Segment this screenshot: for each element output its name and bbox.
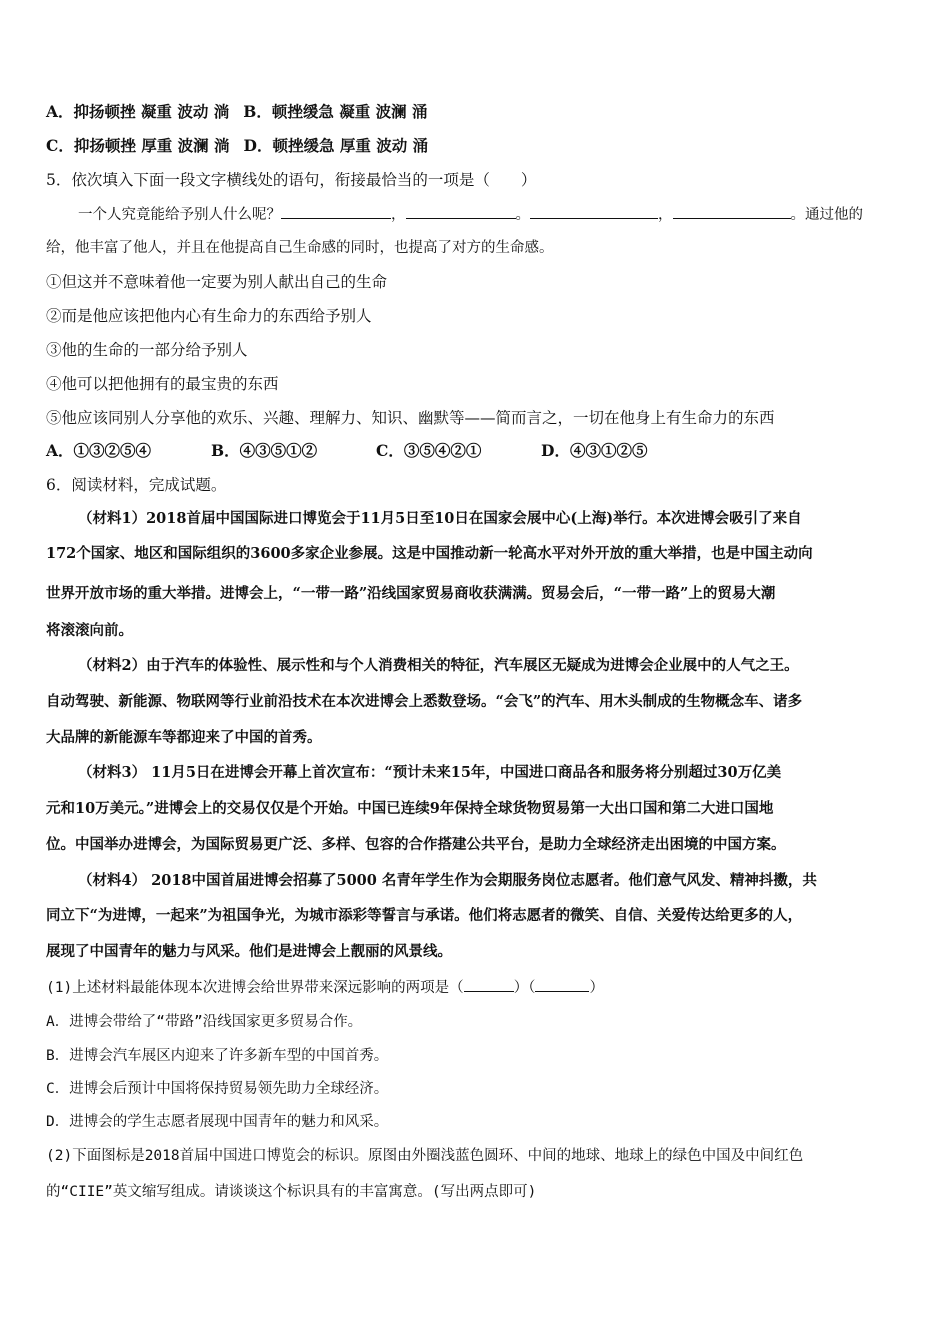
- q4-option-c[interactable]: C．抑扬顿挫 厚重 波澜 淌: [46, 136, 230, 155]
- q4-option-d[interactable]: D．顿挫缓急 厚重 波动 涌: [243, 136, 429, 155]
- q5-item: ⑤他应该同别人分享他的欢乐、兴趣、理解力、知识、幽默等——简而言之，一切在他身上有生命力的东西: [46, 409, 775, 427]
- q5-comma-1: ，: [391, 207, 406, 223]
- q6-material-1-line: 将滚滚向前。: [46, 622, 133, 639]
- q6-material-1-line: （材料1）2018首届中国国际进口博览会于11月5日至10日在国家会展中心(上海)举行。本次进博会吸引了来自: [78, 510, 802, 527]
- q6-material-4-line: 同立下“为进博，一起来”为祖国争光，为城市添彩等誓言与承诺。他们将志愿者的微笑、自信、关爱传达给更多的人，: [46, 907, 803, 924]
- q6-sub1-option-c[interactable]: C．进博会后预计中国将保持贸易领先助力全球经济。: [46, 1081, 389, 1097]
- q6-sub1-stem-start: (1)上述材料最能体现本次进博会给世界带来深远影响的两项是（: [46, 980, 464, 996]
- q6-material-2-line: 自动驾驶、新能源、物联网等行业前沿技术在本次进博会上悉数登场。“会飞”的汽车、用木头制成的生物概念车、诸多: [46, 693, 803, 710]
- q5-passage-line-2: 给，他丰富了他人，并且在他提高自己生命感的同时，也提高了对方的生命感。: [46, 240, 554, 256]
- q6-material-4-line: （材料4） 2018中国首届进博会招募了5000 名青年学生作为会期服务岗位志愿者。他们意气风发、精神抖擞，共: [78, 872, 817, 889]
- q5-item: ①但这并不意味着他一定要为别人献出自己的生命: [46, 273, 388, 291]
- q5-passage-start: 一个人究竟能给予别人什么呢？: [78, 207, 281, 223]
- q5-item: ③他的生命的一部分给予别人: [46, 341, 248, 359]
- q6-sub1-stem-mid: ）（: [513, 980, 536, 996]
- q5-passage-line-1: [78, 204, 912, 225]
- q6-sub1-option-d[interactable]: D．进博会的学生志愿者展现中国青年的魅力和风采。: [46, 1114, 389, 1130]
- q6-sub1-option-a[interactable]: A．进博会带给了“带路”沿线国家更多贸易合作。: [46, 1014, 363, 1030]
- q4-option-a[interactable]: A．抑扬顿挫 凝重 波动 淌: [46, 102, 230, 121]
- q5-options: [46, 441, 912, 461]
- q5-option-b[interactable]: B．④③⑤①②: [211, 441, 318, 460]
- q6-material-4-line: 展现了中国青年的魅力与风采。他们是进博会上靓丽的风景线。: [46, 943, 452, 960]
- q5-option-a[interactable]: A．①③②⑤④: [46, 441, 152, 460]
- q6-material-2-line: （材料2）由于汽车的体验性、展示性和与个人消费相关的特征，汽车展区无疑成为进博会企业展中的人气之王。: [78, 657, 799, 674]
- q5-item: ②而是他应该把他内心有生命力的东西给予别人: [46, 307, 372, 325]
- q5-option-d[interactable]: D．④③①②⑤: [541, 441, 648, 460]
- q5-stem: 5．依次填入下面一段文字横线处的语句，衔接最恰当的一项是（ ）: [46, 171, 537, 189]
- q5-blank-2[interactable]: [406, 204, 516, 219]
- q6-material-3-line: 位。中国举办进博会，为国际贸易更广泛、多样、包容的合作搭建公共平台，是助力全球经济走出困境的中国方案。: [46, 836, 786, 853]
- q6-sub1-blank-2[interactable]: [535, 977, 589, 992]
- q6-material-3-line: 元和10万美元。”进博会上的交易仅仅是个开始。中国已连续9年保持全球货物贸易第一大出口国和第二大进口国地: [46, 800, 774, 817]
- q6-sub2-line: (2)下面图标是2018首届中国进口博览会的标识。原图由外圈浅蓝色圆环、中间的地球、地球上的绿色中国及中间红色: [46, 1148, 804, 1164]
- q6-sub1-option-b[interactable]: B．进博会汽车展区内迎来了许多新车型的中国首秀。: [46, 1048, 389, 1064]
- q5-passage-end: 。通过他的: [790, 207, 863, 223]
- q5-period-1: 。: [515, 207, 530, 223]
- q5-blank-1[interactable]: [281, 204, 391, 219]
- q4-options-row-2: [46, 136, 912, 156]
- q6-sub1-blank-1[interactable]: [464, 977, 514, 992]
- q5-blank-4[interactable]: [673, 204, 791, 219]
- q4-options-row-1: [46, 102, 912, 122]
- q4-option-b[interactable]: B．顿挫缓急 凝重 波澜 涌: [243, 102, 428, 121]
- q6-material-3-line: （材料3） 11月5日在进博会开幕上首次宣布：“预计未来15年，中国进口商品各和服务将分别超过30万亿美: [78, 764, 782, 781]
- q5-option-c[interactable]: C．③⑤④②①: [376, 441, 482, 460]
- q6-sub2-line: 的“CIIE”英文缩写组成。请谈谈这个标识具有的丰富寓意。(写出两点即可): [46, 1184, 537, 1200]
- q5-comma-2: ，: [658, 207, 673, 223]
- q5-blank-3[interactable]: [530, 204, 658, 219]
- q6-sub1-stem-end: ）: [589, 980, 604, 996]
- q6-material-1-line: 世界开放市场的重大举措。进博会上，“一带一路”沿线国家贸易商收获满满。贸易会后，“一带一路”上的贸易大潮: [46, 585, 776, 602]
- q6-material-2-line: 大品牌的新能源车等都迎来了中国的首秀。: [46, 729, 322, 746]
- q6-material-1-line: 172个国家、地区和国际组织的3600多家企业参展。这是中国推动新一轮高水平对外开放的重大举措，也是中国主动向: [46, 545, 813, 562]
- q6-stem: 6．阅读材料，完成试题。: [46, 476, 227, 494]
- q5-item: ④他可以把他拥有的最宝贵的东西: [46, 375, 279, 393]
- q6-sub1-stem: [46, 977, 912, 998]
